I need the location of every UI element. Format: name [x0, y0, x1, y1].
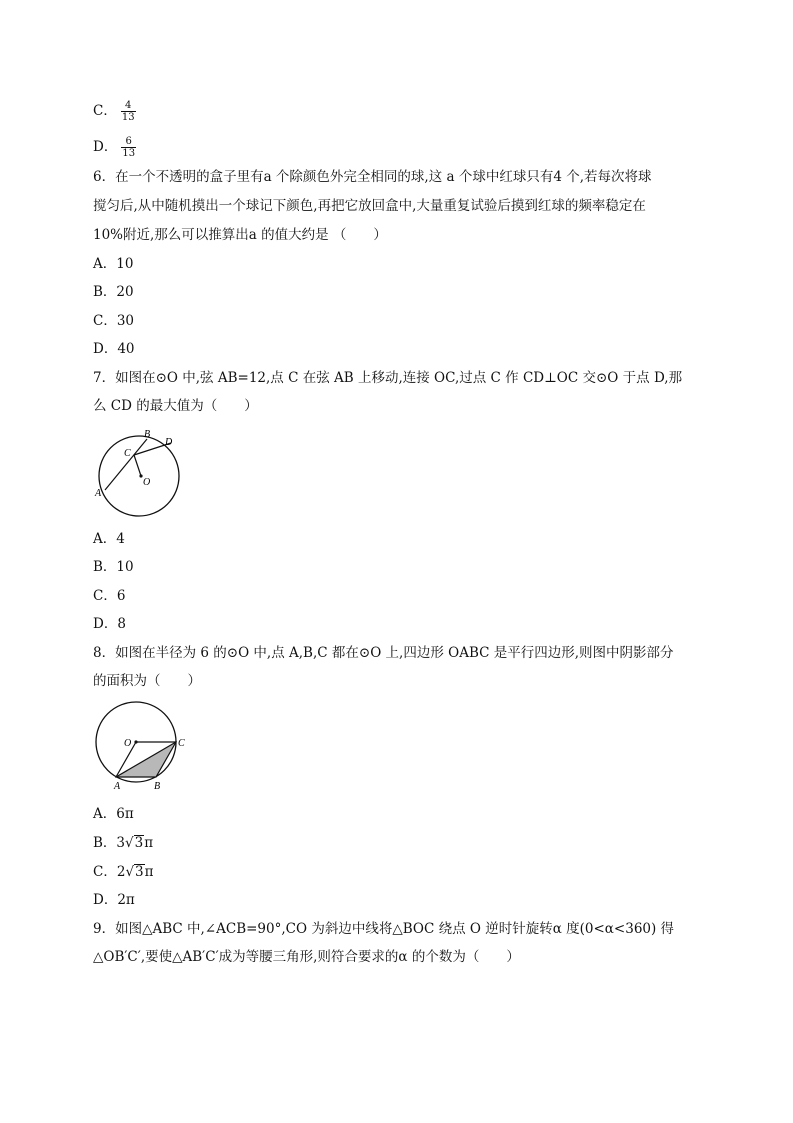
sqrt-sign: √ [125, 835, 134, 851]
q8-label-a: A [114, 781, 121, 792]
q6-option-c: C．30 [93, 313, 135, 329]
q5-option-d: D． $\frac{6}{13}$ [93, 136, 136, 159]
q6-option-b: B．20 [93, 284, 134, 300]
q8-stem-line-2: 的面积为（ ） [93, 673, 201, 689]
q7-label-a: A [95, 488, 102, 499]
q8-label-b: B [154, 781, 161, 792]
q5-option-c: C． $\frac{4}{13}$ [93, 100, 135, 123]
q7-stem-line-2: 么 CD 的最大值为（ ） [93, 398, 258, 414]
q8-stem-line-1: 8．如图在半径为 6 的⊙O 中,点 A,B,C 都在⊙O 上,四边形 OABC 是平行四边形,则图中阴影部分 [93, 645, 674, 661]
q6-option-a: A．10 [93, 256, 134, 272]
q9-stem-line-1: 9．如图△ABC 中,∠ACB=90°,CO 为斜边中线将△BOC 绕点 O 逆时针旋转α 度(0<α<360) 得 [93, 921, 675, 937]
q7-option-c: C．6 [93, 588, 126, 604]
q6-stem-line-2: 搅匀后,从中随机摸出一个球记下颜色,再把它放回盒中,大量重复试验后摸到红球的频率稳定在 [93, 198, 646, 214]
q8-label-c: C [178, 738, 185, 749]
q7-label-o: O [143, 477, 151, 488]
q8-option-a: A．6π [93, 806, 134, 822]
q6-stem-line-1: 6．在一个不透明的盒子里有a 个除颜色外完全相同的球,这 a 个球中红球只有4 个,若每次将球 [93, 169, 652, 185]
q7-circle-figure [92, 428, 187, 523]
sqrt-sign: √ [125, 864, 135, 880]
q7-option-a: A．4 [93, 531, 125, 547]
q8-option-d: D．2π [93, 892, 135, 908]
q6-stem-line-3: 10%附近,那么可以推算出a 的值大约是 （ ） [93, 227, 387, 243]
q8-option-b: B．3√3π [93, 835, 154, 851]
q8-point-o [134, 740, 137, 743]
q7-label-b: B [144, 429, 151, 440]
fraction: $\frac{6}{13}$ [122, 136, 136, 159]
fraction: $\frac{4}{13}$ [121, 100, 135, 123]
q7-option-d: D．8 [93, 616, 126, 632]
q9-stem-line-2: △OB′C′,要使△AB′C′成为等腰三角形,则符合要求的α 的个数为（ ） [93, 949, 520, 965]
q8-option-c: C．2√3π [93, 864, 154, 880]
q7-option-b: B．10 [93, 559, 134, 575]
q7-label-c: C [124, 448, 131, 459]
q8-label-o: O [124, 738, 132, 749]
q7-segment-oc [134, 455, 141, 476]
q6-option-d: D．40 [93, 341, 135, 357]
q7-label-d: D [165, 437, 173, 448]
q8-circle-figure [92, 700, 192, 795]
q7-stem-line-1: 7．如图在⊙O 中,弦 AB=12,点 C 在弦 AB 上移动,连接 OC,过点 C 作 CD⊥OC 交⊙O 于点 D,那 [93, 370, 683, 386]
